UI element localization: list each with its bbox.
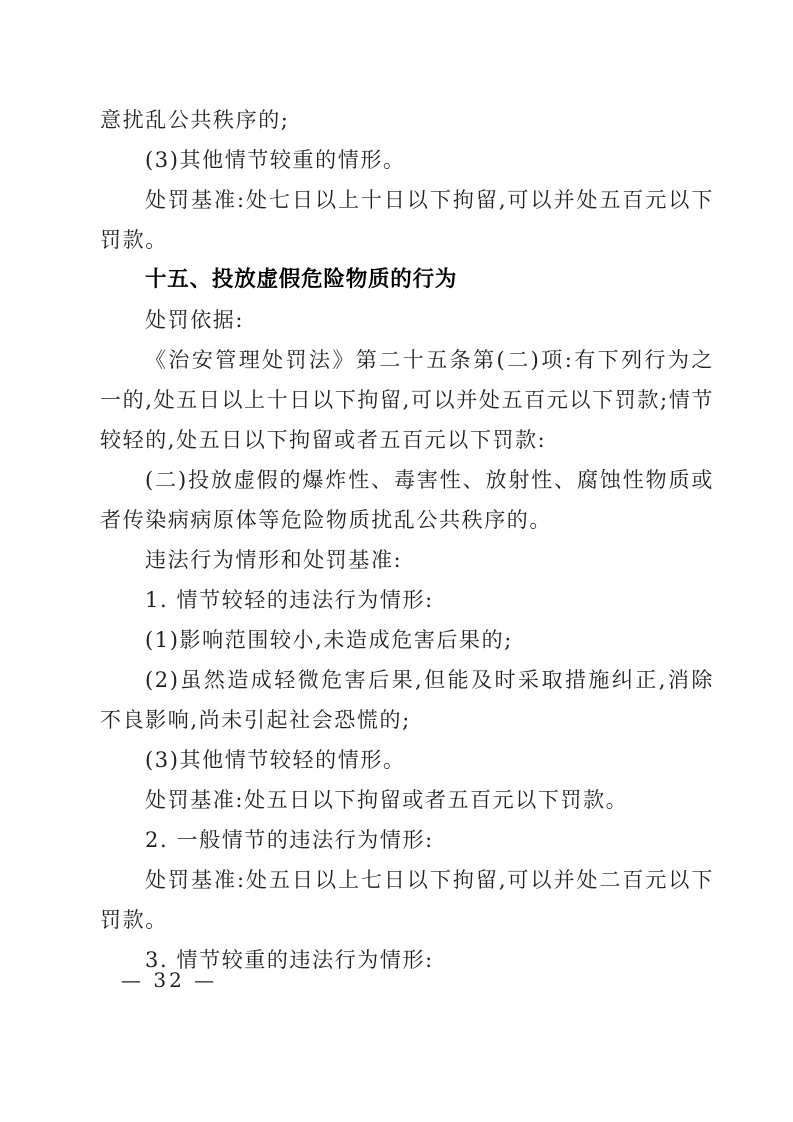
text-block <box>100 100 714 980</box>
paragraph-law-citation: 《治安管理处罚法》第二十五条第(二)项:有下列行为之一的,处五日以上十日以下拘留,可以并处五百元以下罚款;情节较轻的,处五日以下拘留或者五百元以下罚款: <box>100 348 714 452</box>
paragraph-level-2-penalty: 处罚基准:处五日以上七日以下拘留,可以并处二百元以下罚款。 <box>100 868 714 932</box>
paragraph-level-1-item-1: (1)影响范围较小,未造成危害后果的; <box>145 628 513 652</box>
paragraph-continuation: 意扰乱公共秩序的; <box>100 108 290 132</box>
page-number: — 32 — <box>121 968 218 992</box>
paragraph-level-1-item-3: (3)其他情节较轻的情形。 <box>145 748 406 772</box>
paragraph-level-1-title: 1. 情节较轻的违法行为情形: <box>145 588 434 612</box>
paragraph-level-1-penalty: 处罚基准:处五日以下拘留或者五百元以下罚款。 <box>145 788 629 812</box>
paragraph-law-item-2: (二)投放虚假的爆炸性、毒害性、放射性、腐蚀性物质或者传染病病原体等危险物质扰乱公共秩序的。 <box>100 468 714 532</box>
section-heading: 十五、投放虚假危险物质的行为 <box>145 267 458 292</box>
paragraph-level-1-item-2: (2)虽然造成轻微危害后果,但能及时采取措施纠正,消除不良影响,尚未引起社会恐慌的; <box>100 668 714 732</box>
paragraph-circumstances-label: 违法行为情形和处罚基准: <box>145 548 403 572</box>
paragraph-item-3-severe: (3)其他情节较重的情形。 <box>145 148 406 172</box>
paragraph-level-3-title: 3. 情节较重的违法行为情形: <box>145 948 434 972</box>
paragraph-penalty-source-label: 处罚依据: <box>145 308 245 332</box>
paragraph-level-2-title: 2. 一般情节的违法行为情形: <box>145 828 434 852</box>
paragraph-penalty-basis: 处罚基准:处七日以上十日以下拘留,可以并处五百元以下罚款。 <box>100 188 714 252</box>
